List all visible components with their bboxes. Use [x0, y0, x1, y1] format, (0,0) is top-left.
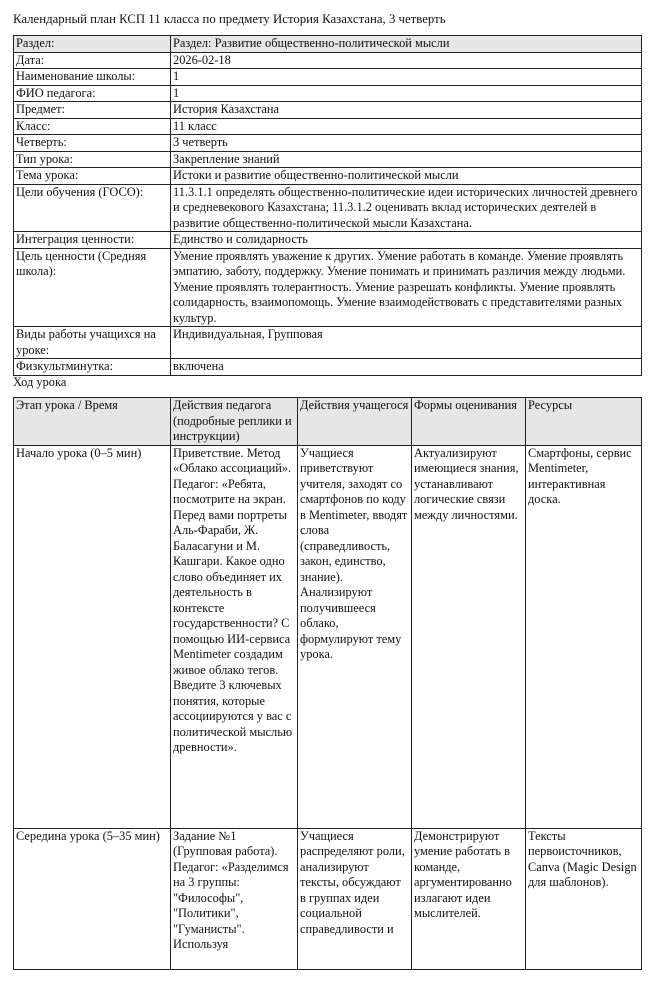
info-label: Цель ценности (Средняя школа):	[14, 248, 171, 327]
header-stage: Этап урока / Время	[14, 398, 171, 446]
cell-stage: Середина урока (5–35 мин)	[14, 828, 171, 969]
header-assessment: Формы оценивания	[412, 398, 526, 446]
info-value: 11 класс	[171, 118, 642, 135]
cell-stage: Начало урока (0–5 мин)	[14, 445, 171, 828]
info-value: 1	[171, 69, 642, 86]
info-value: Истоки и развитие общественно-политической мысли	[171, 168, 642, 185]
info-row-date	[14, 52, 642, 69]
info-table	[13, 35, 642, 376]
info-value: Раздел: Развитие общественно-политической мысли	[171, 36, 642, 53]
cell-teacher: Задание №1 (Групповая работа). Педагог: «Разделимся на 3 группы: "Философы", "Политики", "Гуманисты". Используя	[171, 828, 298, 969]
lesson-plan-table	[13, 397, 642, 970]
header-teacher: Действия педагога (подробные реплики и инструкции)	[171, 398, 298, 446]
info-label: Четверть:	[14, 135, 171, 152]
info-label: Цели обучения (ГОСО):	[14, 184, 171, 232]
info-value: 1	[171, 85, 642, 102]
info-row-topic	[14, 168, 642, 185]
cell-student: Учащиеся приветствуют учителя, заходят со смартфонов по коду в Mentimeter, вводят слова (справедливость, закон, единство, знание). Анализируют получившееся облако, формулируют тему урока.	[298, 445, 412, 828]
document-title: Календарный план КСП 11 класса по предмету История Казахстана, 3 четверть	[13, 12, 446, 26]
cell-assessment: Актуализируют имеющиеся знания, устанавливают логические связи между личностями.	[412, 445, 526, 828]
info-value: Закрепление знаний	[171, 151, 642, 168]
cell-assessment: Демонстрируют умение работать в команде, аргументированно излагают идеи мыслителей.	[412, 828, 526, 969]
info-row-school	[14, 69, 642, 86]
plan-row-start	[14, 445, 642, 828]
info-value: включена	[171, 359, 642, 376]
info-label: Тема урока:	[14, 168, 171, 185]
info-label: Тип урока:	[14, 151, 171, 168]
plan-row-middle	[14, 828, 642, 969]
info-value: История Казахстана	[171, 102, 642, 119]
info-value: 2026-02-18	[171, 52, 642, 69]
header-resources: Ресурсы	[526, 398, 642, 446]
plan-header-row	[14, 398, 642, 446]
info-row-teacher	[14, 85, 642, 102]
info-row-objectives	[14, 184, 642, 232]
info-label: ФИО педагога:	[14, 85, 171, 102]
info-label: Виды работы учащихся на уроке:	[14, 327, 171, 359]
info-value: Единство и солидарность	[171, 232, 642, 249]
info-row-grade	[14, 118, 642, 135]
info-label: Интеграция ценности:	[14, 232, 171, 249]
info-label: Предмет:	[14, 102, 171, 119]
info-label: Раздел:	[14, 36, 171, 53]
info-row-physical-minute	[14, 359, 642, 376]
info-row-quarter	[14, 135, 642, 152]
info-row-subject	[14, 102, 642, 119]
info-label: Наименование школы:	[14, 69, 171, 86]
info-row-section	[14, 36, 642, 53]
info-row-work-types	[14, 327, 642, 359]
info-row-value-goal	[14, 248, 642, 327]
cell-resources: Тексты первоисточников, Canva (Magic Design для шаблонов).	[526, 828, 642, 969]
info-value: 11.3.1.1 определять общественно-политические идеи исторических личностей древнего и средневекового Казахстана; 11.3.1.2 оценивать вклад исторических деятелей в развитие общественно-политической мысли Казахстана.	[171, 184, 642, 232]
info-row-lesson-type	[14, 151, 642, 168]
cell-resources: Смартфоны, сервис Mentimeter, интерактивная доска.	[526, 445, 642, 828]
header-student: Действия учащегося	[298, 398, 412, 446]
info-label: Дата:	[14, 52, 171, 69]
info-value: Индивидуальная, Групповая	[171, 327, 642, 359]
info-label: Физкультминутка:	[14, 359, 171, 376]
info-value: Умение проявлять уважение к других. Умение работать в команде. Умение проявлять эмпатию, заботу, поддержку. Умение понимать и принимать различия между людьми. Умение проявлять толерантность. Умение разрешать конфликты. Умение проявлять солидарность, взаимопомощь. Умение взаимодействовать с представителями разных культур.	[171, 248, 642, 327]
info-label: Класс:	[14, 118, 171, 135]
cell-student: Учащиеся распределяют роли, анализируют тексты, обсуждают в группах идеи социальной справедливости и	[298, 828, 412, 969]
lesson-flow-heading: Ход урока	[13, 375, 67, 389]
info-row-value-integration	[14, 232, 642, 249]
cell-teacher: Приветствие. Метод «Облако ассоциаций». Педагог: «Ребята, посмотрите на экран. Перед вами портреты Аль-Фараби, Ж. Баласагуни и М. Кашгари. Какое одно слово объединяет их деятельность в контексте государственности? С помощью ИИ-сервиса Mentimeter создадим живое облако тегов. Введите 3 ключевых понятия, которые ассоциируются у вас с политической мыслью древности».	[171, 445, 298, 828]
info-value: 3 четверть	[171, 135, 642, 152]
